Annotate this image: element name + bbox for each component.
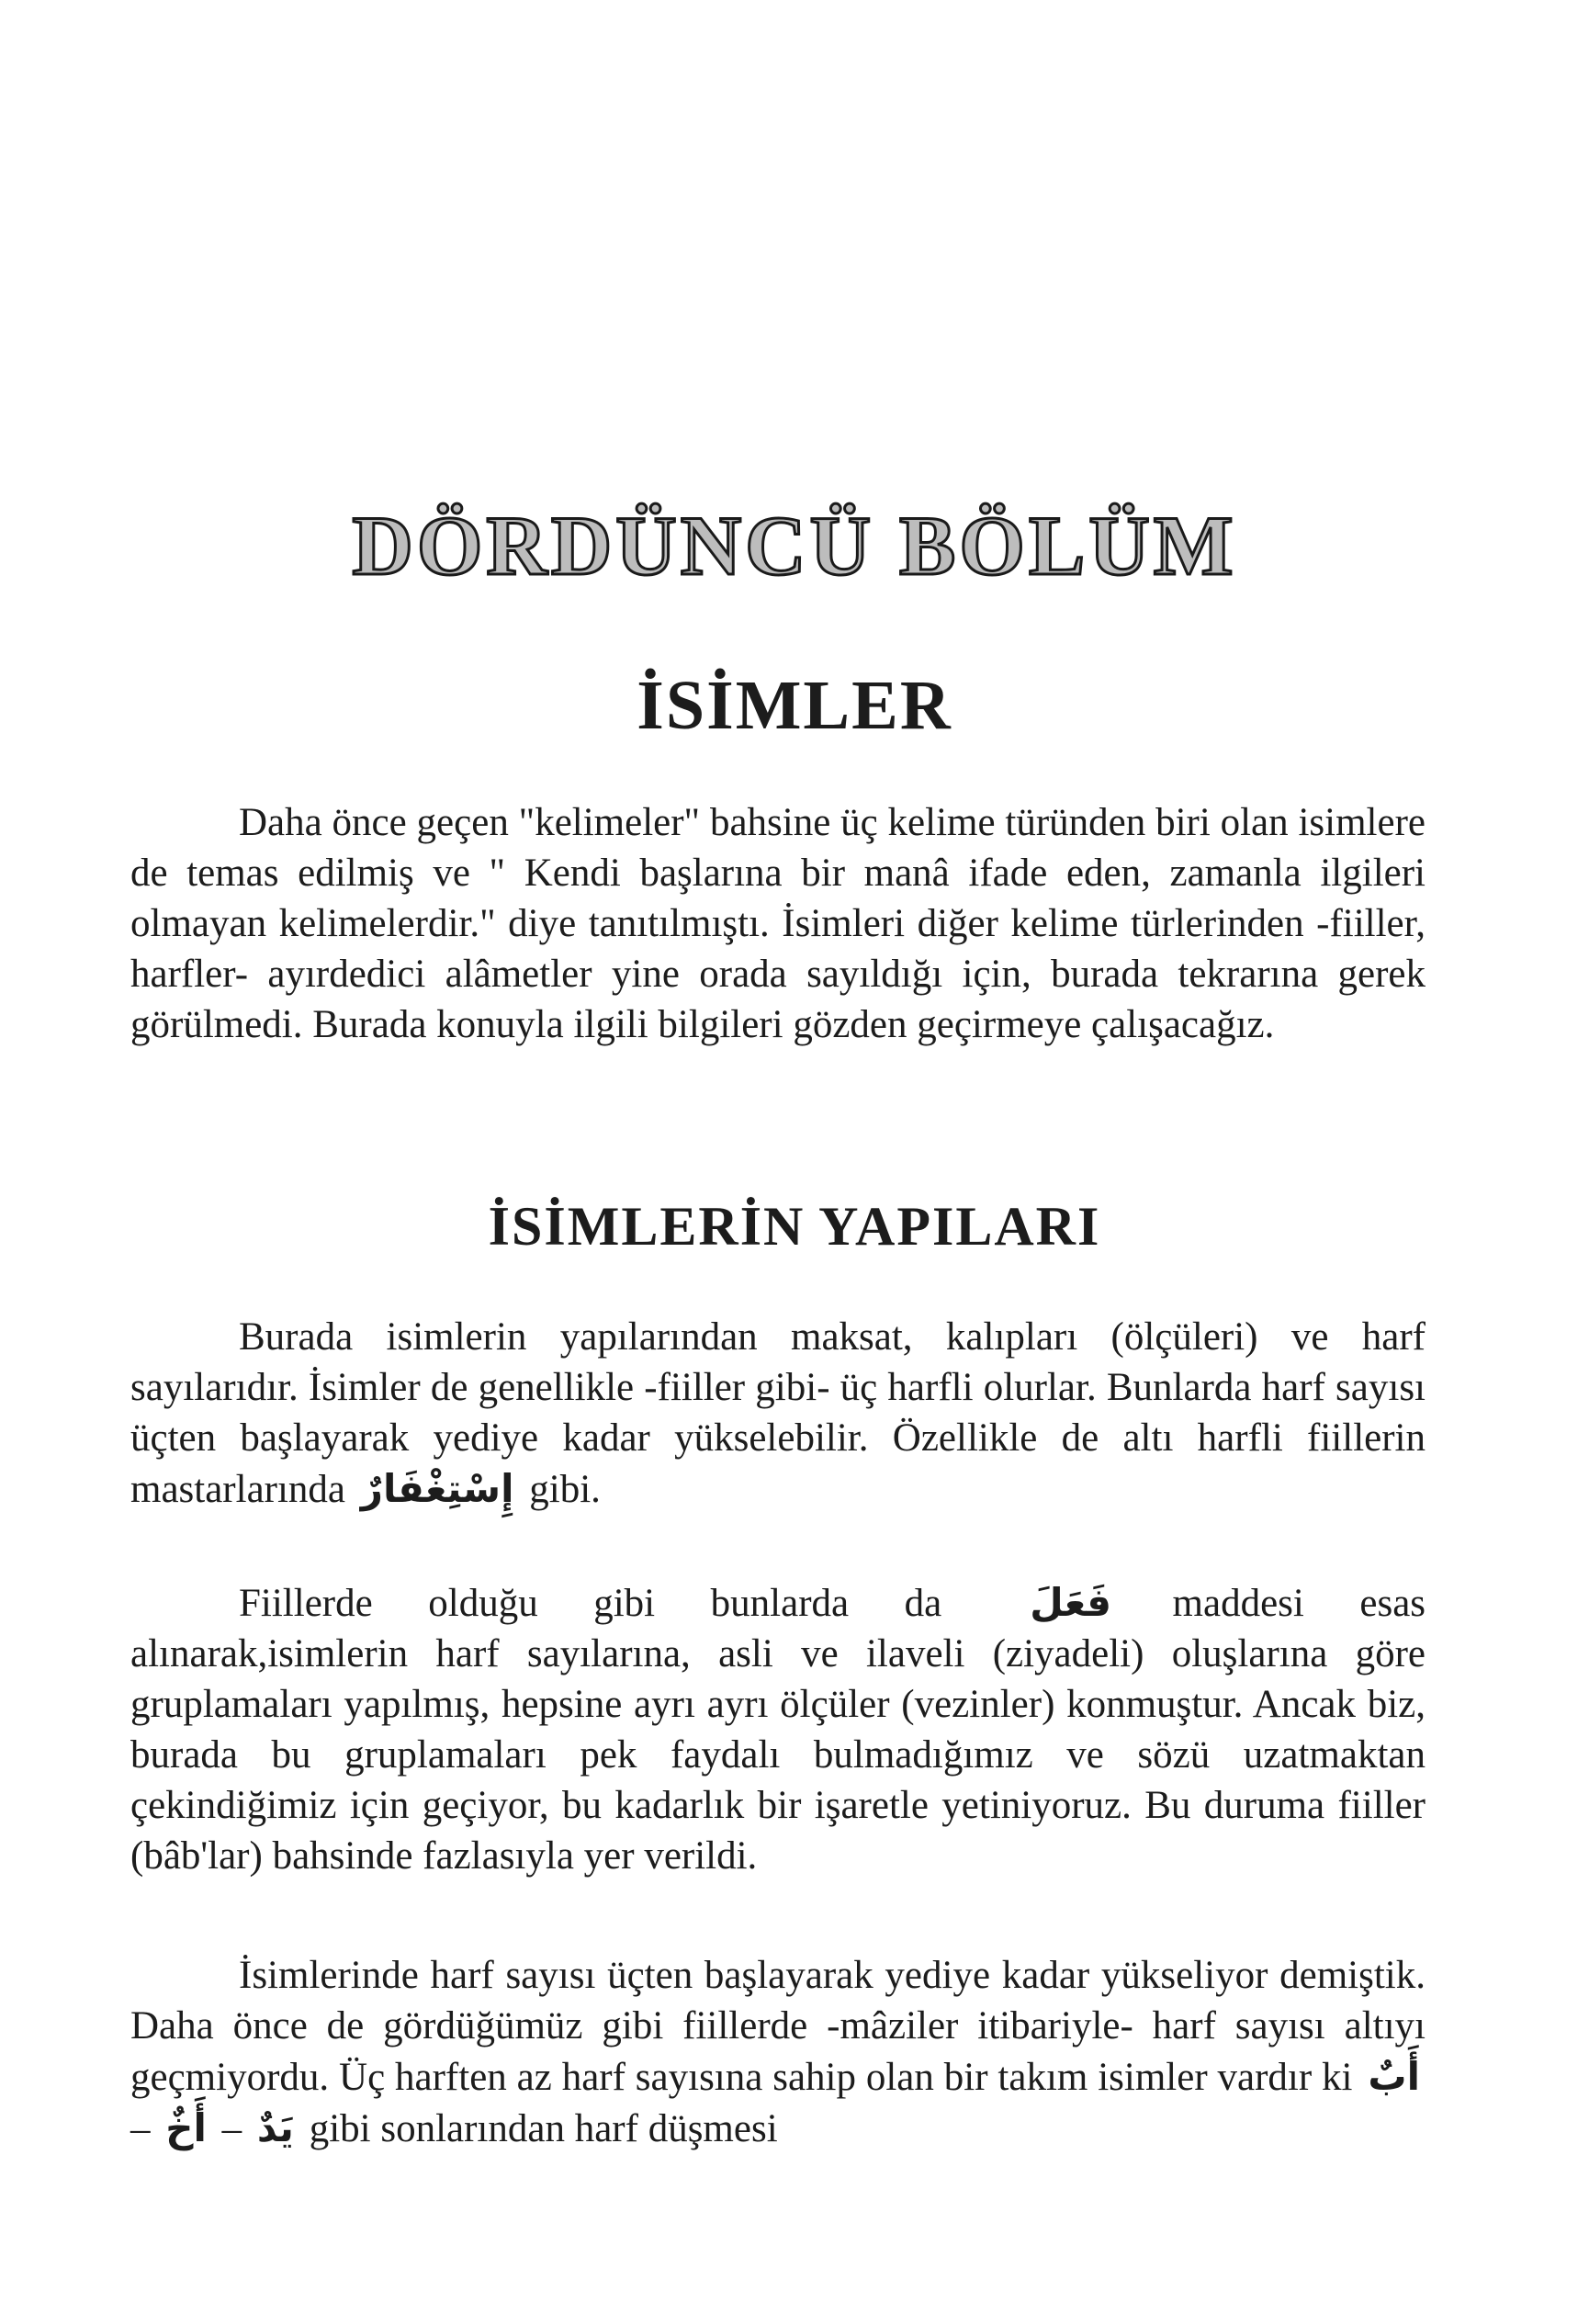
dash-separator: – — [221, 2107, 242, 2150]
structures-text-before: Burada isimlerin yapılarından maksat, kalıpları (ölçüleri) ve harf sayılarıdır. İsimler de genellikle -fiiller gibi- üç harfli olurlar. Bunlarda harf sayısı üçten başlayarak yediye kadar yükselebilir. Özellikle de altı harfli fiillerin mastarlarında — [130, 1315, 1426, 1511]
pattern-paragraph — [130, 1577, 1426, 1881]
structures-text-after: gibi. — [529, 1468, 601, 1511]
chapter-title: DÖRDÜNCÜ BÖLÜM — [352, 499, 1237, 592]
intro-paragraph-text: Daha önce geçen "kelimeler" bahsine üç kelime türünden biri olan isimlere de temas edilmiş ve " Kendi başlarına bir manâ ifade eden, zamanla ilgileri olmayan kelimelerdir." diye tanıtılmıştı. İsimleri diğer kelime türlerinden -fiiller, harfler- ayırdedici alâmetler yine orada sayıldığı için, burada tekrarına gerek görülmedi. Burada konuyla ilgili bilgileri gözden geçirmeye çalışacağız. — [130, 801, 1426, 1046]
arabic-example-istigfar: إِسْتِغْفَارٌ — [360, 1466, 514, 1511]
intro-paragraph — [130, 797, 1426, 1050]
pattern-text-after: maddesi esas alınarak,isimlerin harf sayılarına, asli ve ilaveli (ziyadeli) oluşlarına göre gruplamaları yapılmış, hepsine ayrı ayrı ölçüler (vezinler) konmuştur. Ancak biz, burada bu gruplamaları pek faydalı bulmadığımız ve sözü uzatmaktan çekindiğimiz için geçiyor, bu kadarlık bir işaretle yetiniyoruz. Bu duruma fiiller (bâb'lar) bahsinde fazlasıyla yer verildi. — [130, 1582, 1426, 1878]
section-title: İSİMLER — [637, 667, 952, 744]
arabic-word-ah: أَخٌ — [165, 2105, 207, 2150]
dash-separator: – — [130, 2107, 151, 2150]
letters-text-before: İsimlerinde harf sayısı üçten başlayarak yediye kadar yükseliyor demiştik. Daha önce de gördüğümüz gibi fiillerde -mâziler itibariyle- harf sayısı altıyı geçmiyordu. Üç harften az harf sayısına sahip olan bir takım isimler vardır ki — [130, 1954, 1426, 2099]
arabic-word-eb: أَبٌ — [1368, 2054, 1421, 2099]
letters-paragraph — [130, 1950, 1426, 2154]
arabic-word-yed: يَدٌ — [256, 2105, 294, 2150]
pattern-text-before: Fiillerde olduğu gibi bunlarda da — [239, 1582, 942, 1625]
subsection-title: İSİMLERİN YAPILARI — [488, 1196, 1101, 1257]
arabic-word-fe-ale: فَعَلَ — [1030, 1580, 1111, 1625]
structures-paragraph — [130, 1312, 1426, 1515]
letters-text-after: gibi sonlarından harf düşmesi — [309, 2107, 778, 2150]
